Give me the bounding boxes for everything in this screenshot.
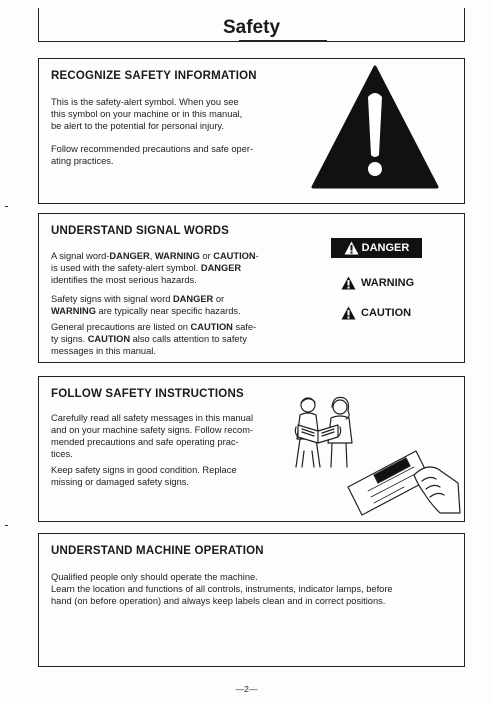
title-underline — [239, 40, 327, 42]
paragraph-read-messages — [51, 412, 283, 460]
text-line: Qualified people only should operate the machine. — [51, 572, 258, 582]
paragraph-alert-symbol — [51, 96, 301, 132]
text-line: Learn the location and functions of all controls, instruments, indicator lamps, before — [51, 584, 393, 594]
warning-badge — [341, 276, 414, 290]
text-run: are typically near specific hazards. — [95, 306, 241, 316]
section-title: UNDERSTAND SIGNAL WORDS — [51, 225, 229, 237]
text-line: ating practices. — [51, 156, 114, 166]
danger-label: DANGER — [361, 242, 410, 254]
section-follow-instructions — [38, 376, 465, 522]
section-title: FOLLOW SAFETY INSTRUCTIONS — [51, 388, 244, 400]
text-line: and on your machine safety signs. Follow recom- — [51, 425, 254, 435]
section-machine-operation — [38, 533, 465, 667]
caution-label: CAUTION — [361, 307, 412, 319]
paragraph-machine-operation — [51, 571, 456, 607]
text-run: DANGER — [172, 294, 214, 304]
text-run: DANGER — [109, 251, 150, 261]
text-run: or — [199, 251, 214, 261]
page-title-box — [38, 8, 465, 42]
safety-alert-small-icon — [341, 306, 356, 320]
text-line: be alert to the potential for personal injury. — [51, 121, 224, 131]
scan-mark — [5, 525, 8, 526]
paragraph-signal-signs — [51, 293, 313, 317]
text-run: is used with the safety-alert symbol. — [51, 263, 201, 273]
text-run: A signal word- — [51, 251, 110, 261]
text-run: Safety signs with signal word — [51, 294, 173, 304]
text-line: tices. — [51, 449, 73, 459]
safety-alert-small-icon — [341, 276, 356, 290]
paragraph-signal-word — [51, 250, 313, 286]
text-run: CAUTION — [213, 251, 256, 261]
text-run: General precautions are listed on — [51, 322, 191, 332]
text-line: missing or damaged safety signs. — [51, 477, 189, 487]
safety-alert-small-icon — [344, 241, 359, 255]
text-run: CAUTION — [87, 334, 131, 344]
hand-cleaning-safety-sign-icon — [344, 441, 462, 521]
text-line: This is the safety-alert symbol. When you see — [51, 97, 239, 107]
text-run: messages in this manual. — [51, 346, 156, 356]
text-line: Carefully read all safety messages in this manual — [51, 413, 254, 423]
danger-badge — [331, 238, 422, 258]
text-run: WARNING — [154, 251, 200, 261]
text-line: this symbol on your machine or in this manual, — [51, 109, 243, 119]
text-run: identifies the most serious hazards. — [51, 275, 197, 285]
scan-mark — [5, 206, 8, 207]
section-recognize-safety — [38, 58, 465, 204]
paragraph-general-precautions — [51, 321, 313, 357]
caution-badge — [341, 306, 411, 320]
page-number: —2— — [235, 684, 258, 694]
text-run: or — [213, 294, 225, 304]
section-signal-words — [38, 213, 465, 363]
section-title: UNDERSTAND MACHINE OPERATION — [51, 545, 264, 557]
text-run: safe- — [232, 322, 257, 332]
text-run: also calls attention to safety — [130, 334, 247, 344]
text-run: - — [255, 251, 259, 261]
text-line: mended precautions and safe operating prac- — [51, 437, 239, 447]
section-title: RECOGNIZE SAFETY INFORMATION — [51, 70, 257, 82]
page-title: Safety — [222, 17, 281, 38]
text-run: WARNING — [51, 306, 96, 316]
text-line: Follow recommended precautions and safe oper- — [51, 144, 254, 154]
text-run: , — [149, 251, 155, 261]
text-run: DANGER — [200, 263, 242, 273]
warning-label: WARNING — [361, 277, 415, 289]
text-line: hand (on before operation) and always keep labels clean and in correct positions. — [51, 596, 386, 606]
paragraph-keep-signs — [51, 464, 283, 488]
text-run: ty signs. — [51, 334, 88, 344]
text-line: Keep safety signs in good condition. Replace — [51, 465, 237, 475]
safety-alert-triangle-icon — [309, 63, 441, 193]
text-run: CAUTION — [190, 322, 233, 332]
paragraph-precautions — [51, 143, 301, 167]
